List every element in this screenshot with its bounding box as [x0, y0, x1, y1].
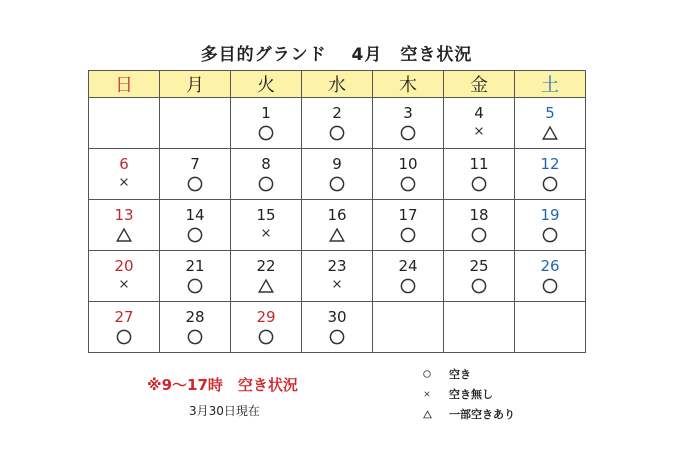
- circle-icon: [417, 370, 437, 378]
- day-number: 15: [256, 206, 276, 224]
- day-number: 2: [332, 104, 342, 122]
- day-cell: [89, 302, 160, 353]
- circle-icon: [373, 227, 443, 249]
- empty-day-cell: [373, 302, 444, 353]
- day-cell: [515, 251, 586, 302]
- calendar-week-row: [89, 98, 586, 149]
- day-number: 26: [540, 257, 560, 275]
- circle-icon: [302, 125, 372, 147]
- empty-day-cell: [515, 302, 586, 353]
- weekday-tuesday: 火: [231, 71, 302, 98]
- day-cell: [160, 200, 231, 251]
- day-cell: [89, 200, 160, 251]
- day-number: 22: [256, 257, 276, 275]
- calendar-table: [88, 70, 586, 353]
- circle-icon: [231, 329, 301, 351]
- day-number: 19: [540, 206, 560, 224]
- day-cell: [302, 149, 373, 200]
- day-cell: [515, 98, 586, 149]
- circle-icon: [160, 329, 230, 351]
- circle-icon: [515, 278, 585, 300]
- circle-icon: [89, 329, 159, 351]
- day-number: 8: [261, 155, 271, 173]
- day-cell: [302, 302, 373, 353]
- circle-icon: [373, 176, 443, 198]
- day-number: 14: [185, 206, 205, 224]
- day-number: 29: [256, 308, 276, 326]
- day-number: 10: [398, 155, 418, 173]
- weekday-friday: 金: [444, 71, 515, 98]
- day-cell: [515, 149, 586, 200]
- day-cell: [373, 98, 444, 149]
- day-number: 3: [403, 104, 413, 122]
- circle-icon: [160, 227, 230, 249]
- day-number: 6: [119, 155, 129, 173]
- day-number: 7: [190, 155, 200, 173]
- day-number: 25: [469, 257, 489, 275]
- day-number: 27: [114, 308, 134, 326]
- empty-day-cell: [160, 98, 231, 149]
- weekday-header-row: [89, 71, 586, 98]
- circle-icon: [515, 176, 585, 198]
- hours-note: ※9～17時 空き状況: [147, 376, 298, 394]
- day-number: 23: [327, 257, 347, 275]
- day-number: 11: [469, 155, 489, 173]
- day-cell: [160, 251, 231, 302]
- day-number: 13: [114, 206, 134, 224]
- legend-label: 一部空きあり: [449, 408, 515, 421]
- day-cell: [373, 200, 444, 251]
- triangle-icon: [515, 125, 585, 147]
- day-number: 5: [545, 104, 555, 122]
- weekday-saturday: 土: [515, 71, 586, 98]
- day-number: 21: [185, 257, 205, 275]
- day-number: 12: [540, 155, 560, 173]
- legend-label: 空き: [449, 368, 471, 381]
- day-number: 4: [474, 104, 484, 122]
- circle-icon: [444, 278, 514, 300]
- day-number: 18: [469, 206, 489, 224]
- page-title: 多目的グランド 4月 空き状況: [200, 45, 473, 65]
- circle-icon: [231, 176, 301, 198]
- day-cell: [231, 251, 302, 302]
- day-cell: [515, 200, 586, 251]
- legend-item-full: [417, 384, 515, 404]
- circle-icon: [302, 176, 372, 198]
- day-cell: [160, 149, 231, 200]
- day-number: 17: [398, 206, 418, 224]
- calendar-week-row: [89, 302, 586, 353]
- circle-icon: [160, 278, 230, 300]
- day-cell: [89, 149, 160, 200]
- day-cell: [302, 251, 373, 302]
- day-number: 24: [398, 257, 418, 275]
- day-cell: [302, 200, 373, 251]
- circle-icon: [302, 329, 372, 351]
- day-number: 1: [261, 104, 271, 122]
- weekday-wednesday: 水: [302, 71, 373, 98]
- circle-icon: [160, 176, 230, 198]
- circle-icon: [373, 125, 443, 147]
- circle-icon: [373, 278, 443, 300]
- as-of-date: 3月30日現在: [189, 404, 260, 418]
- calendar-body: [89, 98, 586, 353]
- day-number: 16: [327, 206, 347, 224]
- day-number: 20: [114, 257, 134, 275]
- calendar-week-row: [89, 200, 586, 251]
- day-cell: [373, 149, 444, 200]
- weekday-monday: 月: [160, 71, 231, 98]
- triangle-icon: [417, 410, 437, 419]
- day-cell: [444, 251, 515, 302]
- legend: [417, 364, 515, 424]
- legend-label: 空き無し: [449, 388, 493, 401]
- day-cell: [231, 149, 302, 200]
- day-number: 30: [327, 308, 347, 326]
- cross-icon: [444, 125, 514, 147]
- empty-day-cell: [444, 302, 515, 353]
- day-cell: [444, 98, 515, 149]
- day-cell: [160, 302, 231, 353]
- calendar-week-row: [89, 149, 586, 200]
- day-cell: [302, 98, 373, 149]
- day-cell: [231, 98, 302, 149]
- circle-icon: [231, 125, 301, 147]
- day-cell: [373, 251, 444, 302]
- calendar-week-row: [89, 251, 586, 302]
- weekday-sunday: 日: [89, 71, 160, 98]
- day-number: 28: [185, 308, 205, 326]
- day-cell: [444, 200, 515, 251]
- day-cell: [444, 149, 515, 200]
- cross-icon: [89, 176, 159, 198]
- empty-day-cell: [89, 98, 160, 149]
- triangle-icon: [89, 227, 159, 249]
- cross-icon: [417, 390, 437, 398]
- legend-item-available: [417, 364, 515, 384]
- triangle-icon: [302, 227, 372, 249]
- day-number: 9: [332, 155, 342, 173]
- cross-icon: [302, 278, 372, 300]
- triangle-icon: [231, 278, 301, 300]
- circle-icon: [444, 176, 514, 198]
- cross-icon: [89, 278, 159, 300]
- circle-icon: [515, 227, 585, 249]
- day-cell: [231, 302, 302, 353]
- cross-icon: [231, 227, 301, 249]
- day-cell: [231, 200, 302, 251]
- weekday-thursday: 木: [373, 71, 444, 98]
- legend-item-partial: [417, 404, 515, 424]
- day-cell: [89, 251, 160, 302]
- circle-icon: [444, 227, 514, 249]
